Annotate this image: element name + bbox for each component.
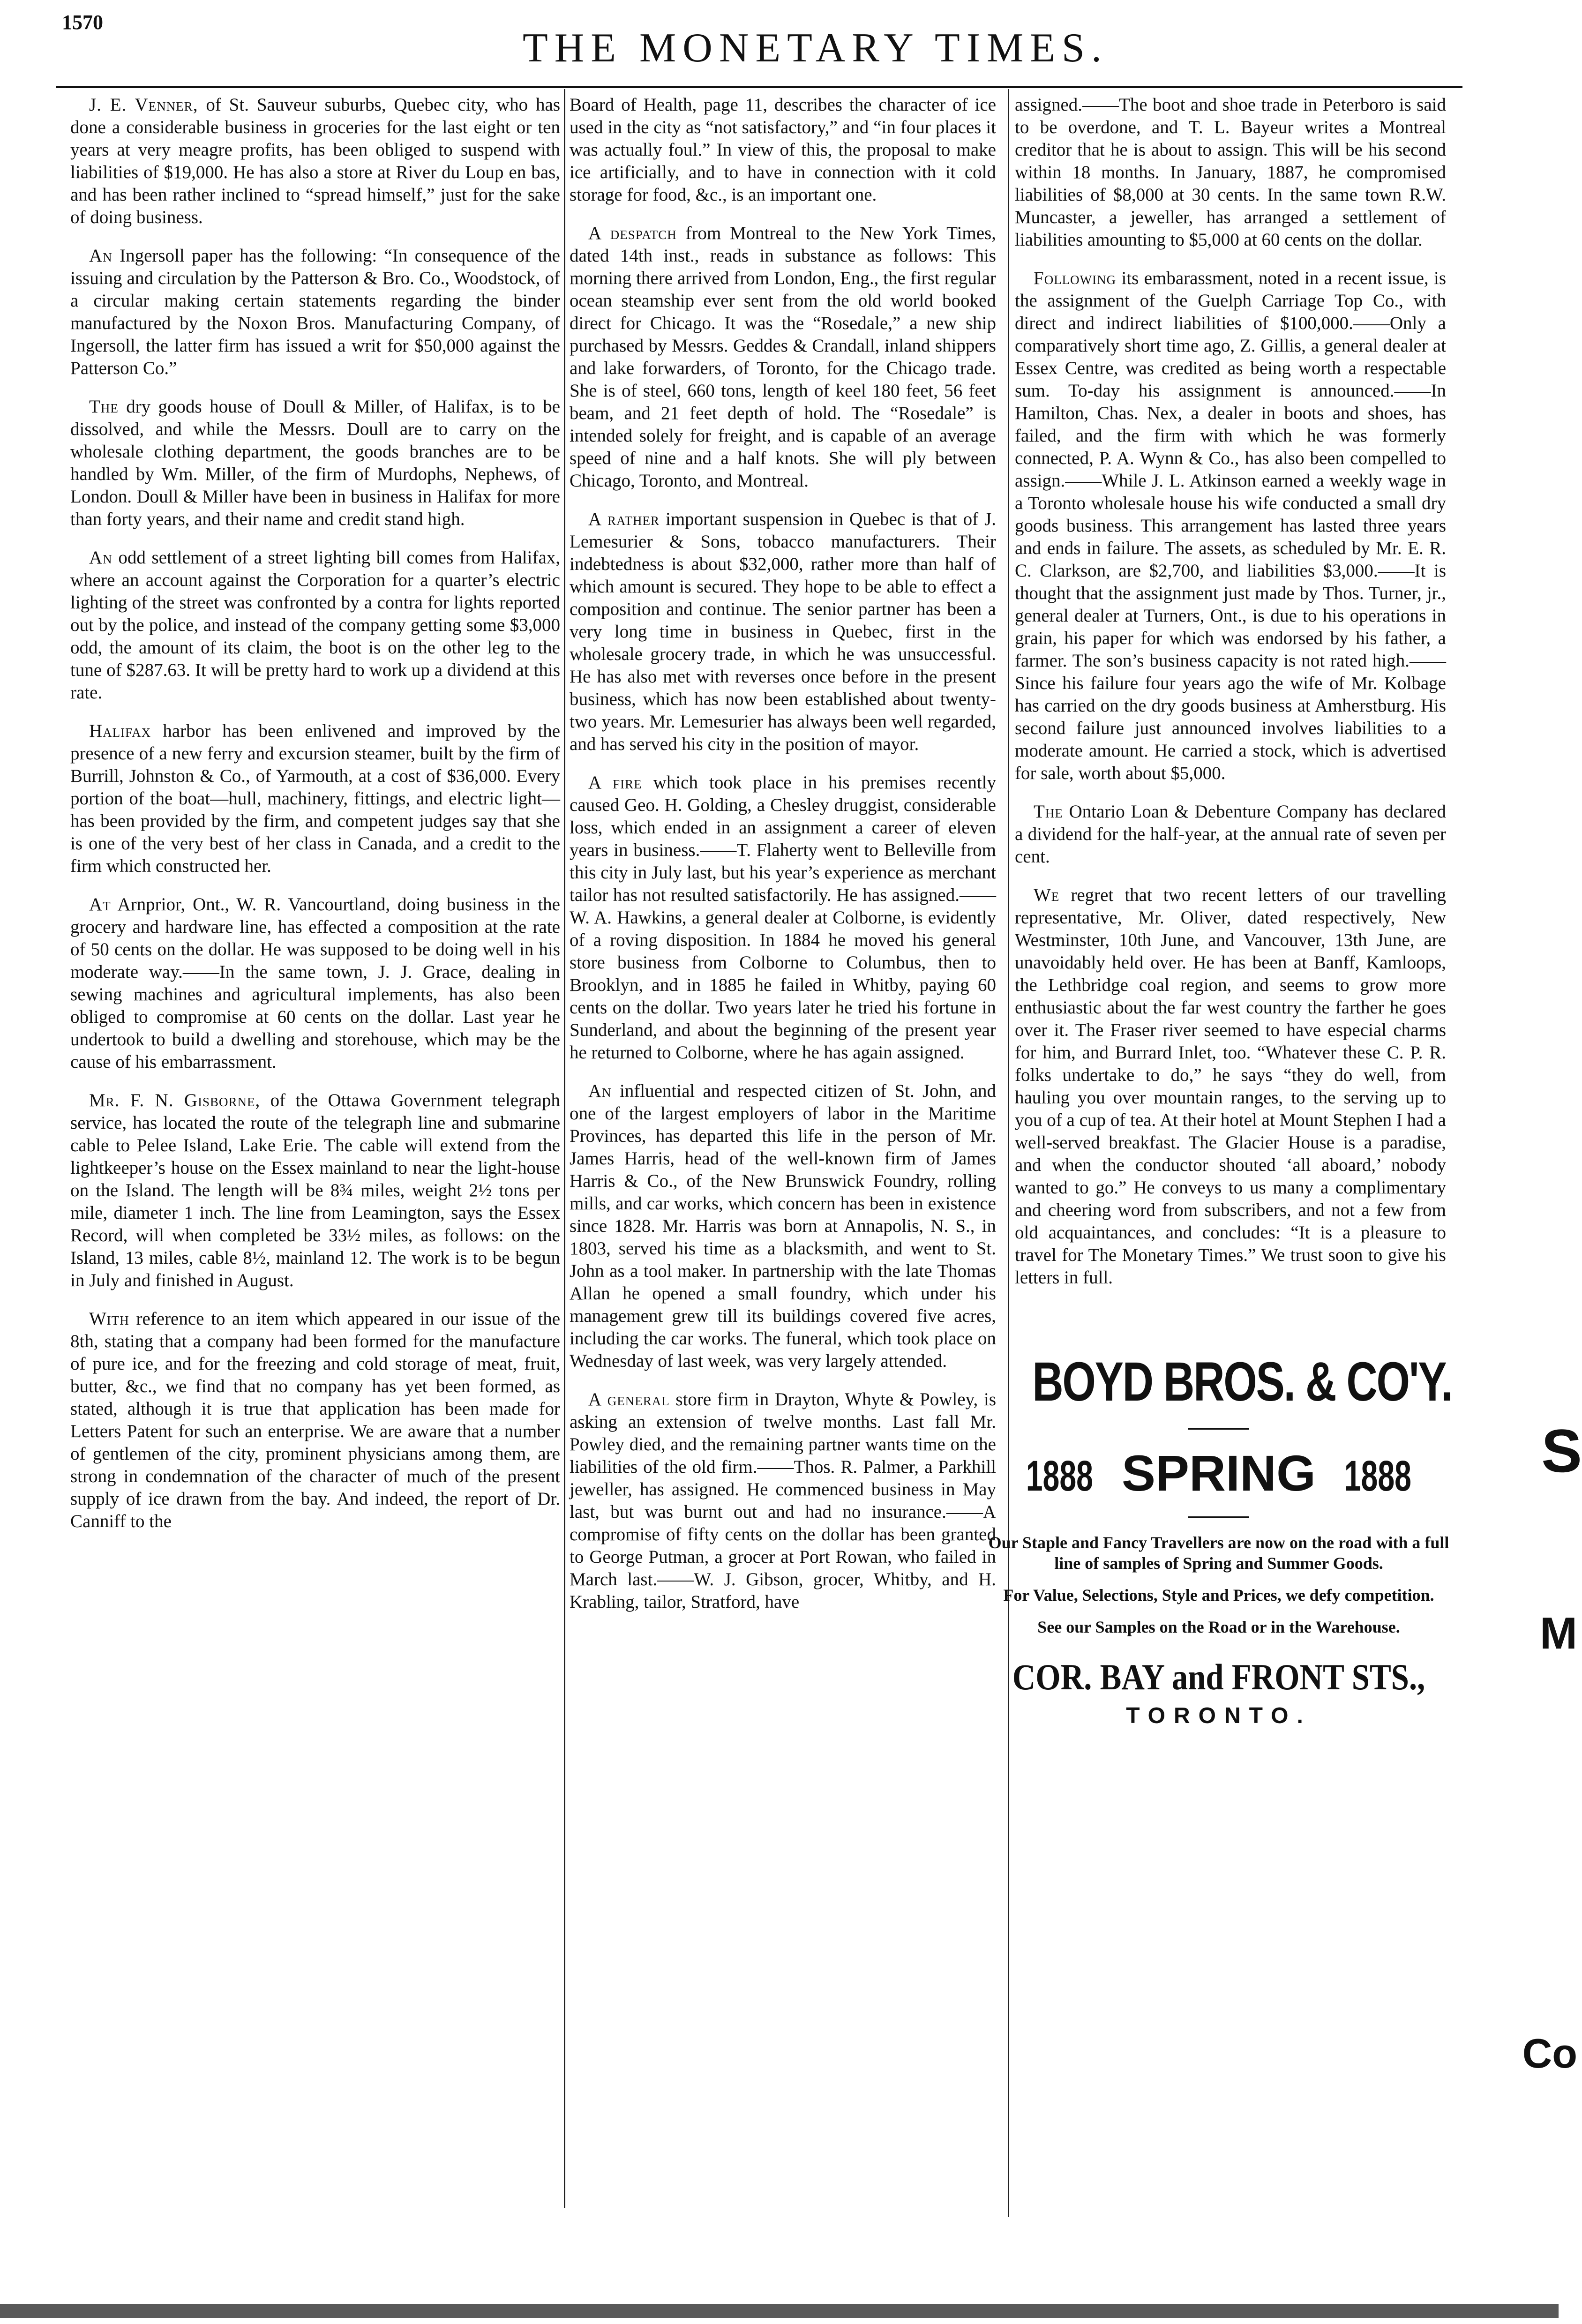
edge-letters-co: Co — [1522, 2030, 1577, 2077]
ad-season: SPRING — [1121, 1445, 1316, 1501]
article-arnprior: At Arnprior, Ont., W. R. Vancourtland, doing business in the grocery and hardware line, has effected a composition at the rate of 50 cents on the dollar. He was supposed to be doing well in his moderate way.——In the same town, J. J. Grace, dealing in sewing machines and agricultural implements, has also been obliged to compromise at 60 cents on the dollar. Last year he undertook to build a dwelling and storehouse, which may be the cause of his embarrassment. — [70, 894, 560, 1072]
column-rule-1 — [564, 89, 565, 2208]
article-james-harris: An influential and respected citizen of St. John, and one of the largest employers of labor in the Maritime Provinces, has departed this life in the person of Mr. James Harris, head of the well-known firm of James Harris & Co., of the New Brunswick Foundry, rolling mills, and car works, which concern has been in existence since 1828. Mr. Harris was born at Annapolis, N. S., in 1803, served his time as a blacksmith, and went to St. John as a tool maker. In partnership with the late Thomas Allan he opened a small foundry, which under his management grew till its buildings covered five acres, including the car works. The funeral, which took place on Wednesday of last week, was very largely attended. — [570, 1081, 996, 1371]
ad-year-right: 1888 — [1344, 1452, 1412, 1500]
boyd-bros-advertisement — [980, 1350, 1458, 1729]
article-lighting-bill: An odd settlement of a street lighting bill comes from Halifax, where an account against the Corporation for a quarter’s electric lighting of the street was confronted by a contra for lights reported out by the police, and instead of the company getting some $3,000 odd, the amount of its claim, the boot is on the other leg to the tune of $287.63. It will be pretty hard to work up a dividend at this rate. — [70, 547, 560, 703]
ad-year-left: 1888 — [1026, 1452, 1094, 1500]
ad-title: BOYD BROS. & CO'Y. — [1032, 1351, 1452, 1413]
masthead: THE MONETARY TIMES. — [523, 25, 1108, 71]
article-ingersoll: An Ingersoll paper has the following: “In consequence of the issuing and circulation by the Patterson & Bro. Co., Woodstock, of a circular making certain statements regarding the binder manufactured by the Noxon Bros. Manufacturing Company, of Ingersoll, the latter firm has issued a writ for $50,000 against the Patterson Co.” — [70, 246, 560, 378]
article-oliver-letters: We regret that two recent letters of our travelling representative, Mr. Oliver, dated respectively, New Westminster, 10th June, and Vancouver, 13th June, are unavoidably held over. He has been at Banff, Kamloops, the Lethbridge coal region, and seems to grow more enthusiastic about the far west country the farther he goes over it. The Fraser river seemed to have especial charms for him, and Burrard Inlet, too. “Whatever these C. P. R. folks undertake to do,” he says “they do well, from hauling you over mountain ranges, to the serving up to you of a cup of tea. At their hotel at Mount Stephen I had a well-served breakfast. The Glacier House is a paradise, and when the conductor shouted ‘all aboard,’ nobody wanted to go.” He conveys to us many a complimentary and cheering word from subscribers, and not a few from old acquaintances, and concludes: “It is a pleasure to travel for The Monetary Times.” We trust soon to give his letters in full. — [1015, 885, 1446, 1288]
ad-divider — [1188, 1428, 1249, 1430]
ad-season-line — [980, 1444, 1458, 1502]
article-peterboro: assigned.——The boot and shoe trade in Peterboro is said to be overdone, and T. L. Bayeur writes a Montreal creditor that he is about to assign. This will be his second within 18 months. In January, 1887, he compromised liabilities of $8,000 at 30 cents. In the same town R.W. Muncaster, a jeweller, has arranged a settlement of liabilities amounting to $5,000 at 60 cents on the dollar. — [1015, 95, 1446, 250]
edge-letter-m: M — [1540, 1608, 1577, 1658]
ad-city: TORONTO. — [1126, 1703, 1312, 1728]
page-number: 1570 — [62, 11, 103, 34]
ad-address: COR. BAY and FRONT STS., — [1012, 1657, 1425, 1697]
article-guelph: Following its embarassment, noted in a recent issue, is the assignment of the Guelph Carriage Top Co., with direct and indirect liabilities of $100,000.——Only a comparatively short time ago, Z. Gillis, a general dealer at Essex Centre, was credited as being worth a respectable sum. To-day his assignment is announced.——In Hamilton, Chas. Nex, a dealer in boots and shoes, has failed, and the firm with which he was formerly connected, P. A. Wynn & Co., has also been compelled to assign.——While J. L. Atkinson earned a weekly wage in a Toronto wholesale house his wife conducted a small dry goods business. This arrangement has lasted three years and ends in failure. The assets, as scheduled by Mr. E. R. C. Clarkson, are $2,700, and liabilities $3,000.——It is thought that the assignment just made by Thos. Turner, jr., general dealer at Turners, Ont., is due to his operations in grain, his paper for which was endorsed by his father, a farmer. The son’s business capacity is not rated high.——Since his failure four years ago the wife of Mr. Kolbage has carried on the dry goods business at Amherstburg. His second failure just announced involves liabilities to a moderate amount. He carried a stock, which is advertised for sale, worth about $5,000. — [1015, 268, 1446, 783]
column-rule-2 — [1008, 89, 1009, 2217]
ad-divider — [1188, 1516, 1249, 1518]
article-despatch: A despatch from Montreal to the New York Times, dated 14th inst., reads in substance as follows: This morning there arrived from London, Eng., the first regular ocean steamship ever sent from the old world booked direct for Chicago. It was the “Rosedale,” a new ship purchased by Messrs. Geddes & Crandall, inland shippers and lake forwarders, of Toronto, for the Chicago trade. She is of steel, 660 tons, length of keel 180 feet, 56 feet beam, and 21 feet depth of hold. The “Rosedale” is intended solely for freight, and is capable of an average speed of nine and a half knots. She will ply between Chicago, Toronto, and Montreal. — [570, 223, 996, 491]
article-ontario-loan: The Ontario Loan & Debenture Company has declared a dividend for the half-year, at the annual rate of seven per cent. — [1015, 802, 1446, 867]
article-fire: A fire which took place in his premises recently caused Geo. H. Golding, a Chesley druggist, considerable loss, which ended in an assignment a career of eleven years in business.——T. Flaherty went to Belleville from this city in July last, but his year’s experience as merchant tailor has not resulted satisfactorily. He has assigned.——W. A. Hawkins, a general dealer at Colborne, is evidently of a roving disposition. In 1884 he moved his general store business from Colborne to Columbus, then to Brooklyn, and in 1885 he failed in Whitby, paying 60 cents on the dollar. Two years later he tried his fortune in Sunderland, and about the beginning of the present year he returned to Colborne, where he has again assigned. — [570, 772, 996, 1063]
edge-letter-s: S — [1541, 1417, 1582, 1485]
article-lemesurier: A rather important suspension in Quebec is that of J. Lemesurier & Sons, tobacco manufacturers. Their indebtedness is about $32,000, rather more than half of which amount is secured. They hope to be able to effect a composition and continue. The senior partner has been a very long time in business in Quebec, first in the wholesale grocery trade, in which he was unsuccessful. He has also met with reverses once before in the present business, which has now been established about twenty-two years. Mr. Lemesurier has always been well regarded, and has served his city in the position of mayor. — [570, 509, 996, 754]
column-3 — [1015, 94, 1446, 1305]
article-pure-ice-cont: Board of Health, page 11, describes the character of ice used in the city as “not satisfactory,” and “in four places it was actually foul.” In view of this, the proposal to make ice artificially, and to have in connection with it cold storage for food, &c., is an important one. — [570, 95, 996, 205]
column-1 — [70, 94, 560, 1549]
ad-travellers-text: Our Staple and Fancy Travellers are now on the road with a full line of samples of Spring and Summer Goods. — [988, 1533, 1449, 1573]
article-gisborne: Mr. F. N. Gisborne, of the Ottawa Government telegraph service, has located the route of the telegraph line and submarine cable to Pelee Island, Lake Erie. The cable will extend from the lightkeeper’s house on the Essex mainland to near the light-house on the Island. The length will be 8¾ miles, weight 2½ tons per mile, diameter 1 inch. The line from Leamington, says the Essex Record, will when completed be 33½ miles, as follows: on the Island, 13 miles, cable 8½, mainland 12. The work is to be begun in July and finished in August. — [70, 1090, 560, 1290]
article-doull-miller: The dry goods house of Doull & Miller, of Halifax, is to be dissolved, and while the Messrs. Doull are to carry on the wholesale clothing department, the goods branches are to be handled by Wm. Miller, of the firm of Murdophs, Nephews, of London. Doull & Miller have been in business in Halifax for more than forty years, and their name and credit stand high. — [70, 397, 561, 529]
article-drayton: A general store firm in Drayton, Whyte & Powley, is asking an extension of twelve months. Last fall Mr. Powley died, and the remaining partner wants time on the liabilities of the old firm.——Thos. R. Palmer, a Parkhill jeweller, has assigned. He commenced business in May last, but was burnt out and had no insurance.——A compromise of fifty cents on the dollar has been granted to George Putman, a grocer at Port Rowan, who failed in March last.——W. J. Gibson, grocer, Whitby, and H. Krabling, tailor, Stratford, have — [570, 1389, 997, 1612]
ad-samples-text: See our Samples on the Road or in the Warehouse. — [1037, 1618, 1400, 1636]
article-halifax-harbor: Halifax harbor has been enlivened and improved by the presence of a new ferry and excursion steamer, built by the firm of Burrill, Johnston & Co., of Yarmouth, at a cost of $36,000. Every portion of the boat—hull, machinery, fittings, and electric light—has been provided by the firm, and competent judges say that she is one of the very best of her class in Canada, and a credit to the firm which constructed her. — [70, 721, 561, 876]
article-pure-ice: With reference to an item which appeared in our issue of the 8th, stating that a company had been formed for the manufacture of pure ice, and for the freezing and cold storage of meat, fruit, butter, &c., we find that no company has yet been formed, as stated, although it is true that application has been made for Letters Patent for such an enterprise. We are aware that a number of gentlemen of the city, prominent physicians among them, are strong in condemnation of the character of much of the present supply of ice drawn from the bay. And indeed, the report of Dr. Canniff to the — [70, 1309, 561, 1531]
ad-value-text: For Value, Selections, Style and Prices, we defy competition. — [1003, 1586, 1434, 1604]
article-venner: J. E. Venner, of St. Sauveur suburbs, Quebec city, who has done a considerable business in groceries for the last eight or ten years at very meagre profits, has been obliged to suspend with liabilities of $19,000. He has also a store at River du Loup en bas, and has been rather inclined to “spread himself,” just for the sake of doing business. — [70, 95, 561, 227]
header-rule — [56, 86, 1462, 88]
page-bottom-shadow — [0, 2304, 1559, 2318]
column-2 — [570, 94, 996, 1629]
